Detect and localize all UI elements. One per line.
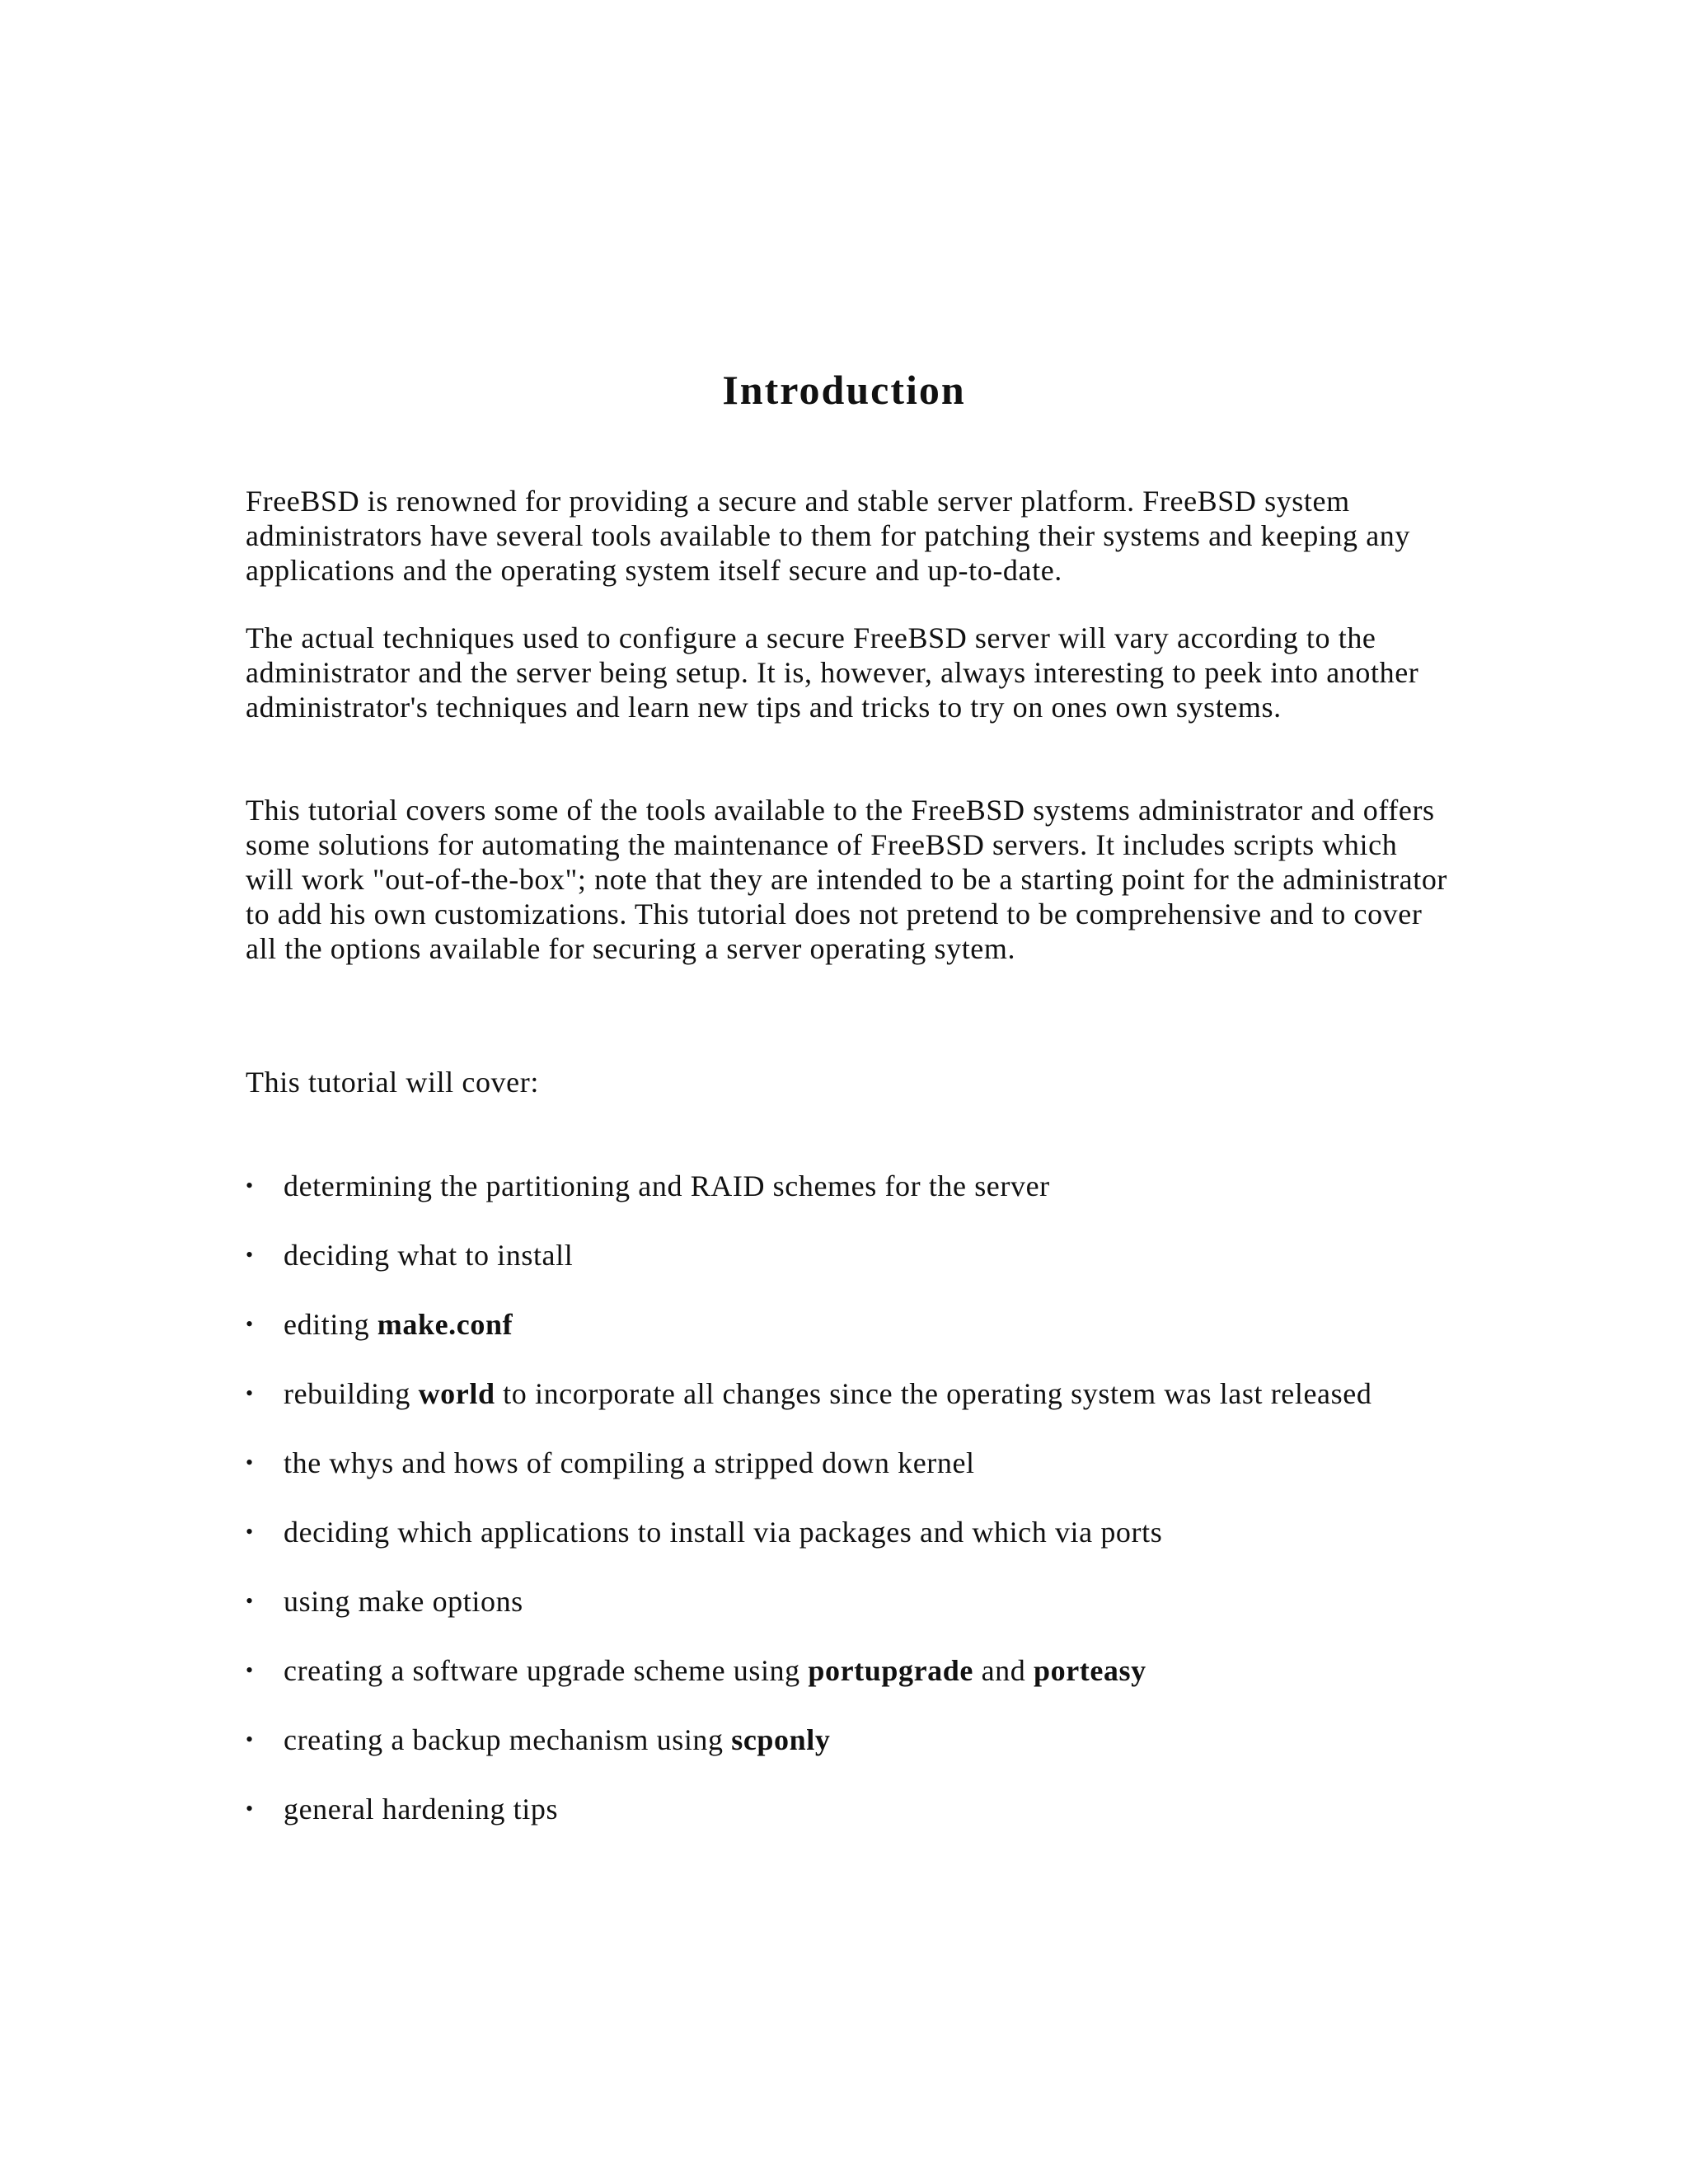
list-item-text: creating a software upgrade scheme using	[284, 1654, 809, 1687]
list-item-text: deciding which applications to install via packages and which via ports	[284, 1516, 1163, 1549]
term-world: world	[418, 1377, 495, 1410]
bullet-icon: •	[246, 1381, 254, 1405]
bullet-icon: •	[246, 1797, 254, 1821]
list-item-text: deciding what to install	[284, 1239, 574, 1272]
list-item-text: determining the partitioning and RAID schemes for the server	[284, 1169, 1050, 1202]
list-item-text-continued: to incorporate all changes since the operating system was last released	[495, 1377, 1372, 1410]
list-item-text: editing	[284, 1308, 377, 1341]
list-item-text-continued: and	[973, 1654, 1034, 1687]
list-item	[246, 1307, 1449, 1342]
bullet-icon: •	[246, 1589, 254, 1613]
list-item	[246, 1446, 1449, 1480]
bullet-icon: •	[246, 1727, 254, 1751]
coverage-lead-in: This tutorial will cover:	[246, 1066, 539, 1099]
list-item-text: rebuilding	[284, 1377, 419, 1410]
list-item	[246, 1515, 1449, 1549]
coverage-list	[246, 1169, 1449, 1861]
page-title: Introduction	[722, 367, 966, 413]
list-item-text: creating a backup mechanism using	[284, 1723, 732, 1756]
list-item	[246, 1376, 1449, 1411]
bullet-icon: •	[246, 1312, 254, 1336]
list-item-text: general hardening tips	[284, 1793, 559, 1825]
list-item	[246, 1169, 1449, 1203]
term-make-conf: make.conf	[377, 1308, 513, 1341]
bullet-icon: •	[246, 1451, 254, 1474]
intro-paragraph-3: This tutorial covers some of the tools available to the FreeBSD systems administrator and offers some solutions for automating the maintenance of FreeBSD servers. It includes scripts which will work "out-of-the-box"; note that they are intended to be a starting point for the administrator to add his own customizations. This tutorial does not pretend to be comprehensive and to cover all the options available for securing a server operating sytem.	[246, 794, 1448, 965]
bullet-icon: •	[246, 1658, 254, 1682]
list-item	[246, 1653, 1449, 1688]
term-scponly: scponly	[731, 1723, 831, 1756]
list-item-text: the whys and hows of compiling a stripped down kernel	[284, 1446, 975, 1479]
intro-paragraph-1: FreeBSD is renowned for providing a secure and stable server platform. FreeBSD system administrators have several tools available to them for patching their systems and keeping any applications and the operating system itself secure and up-to-date.	[246, 485, 1411, 587]
bullet-icon: •	[246, 1520, 254, 1544]
list-item	[246, 1722, 1449, 1757]
list-item	[246, 1584, 1449, 1619]
term-portupgrade: portupgrade	[808, 1654, 973, 1687]
term-porteasy: porteasy	[1033, 1654, 1146, 1687]
intro-paragraph-2: The actual techniques used to configure a secure FreeBSD server will vary according to the administrator and the server being setup. It is, however, always interesting to peek into another administrator's techniques and learn new tips and tricks to try on ones own systems.	[246, 621, 1419, 724]
list-item	[246, 1238, 1449, 1272]
list-item	[246, 1792, 1449, 1826]
bullet-icon: •	[246, 1174, 254, 1197]
bullet-icon: •	[246, 1243, 254, 1267]
list-item-text: using make options	[284, 1585, 523, 1618]
